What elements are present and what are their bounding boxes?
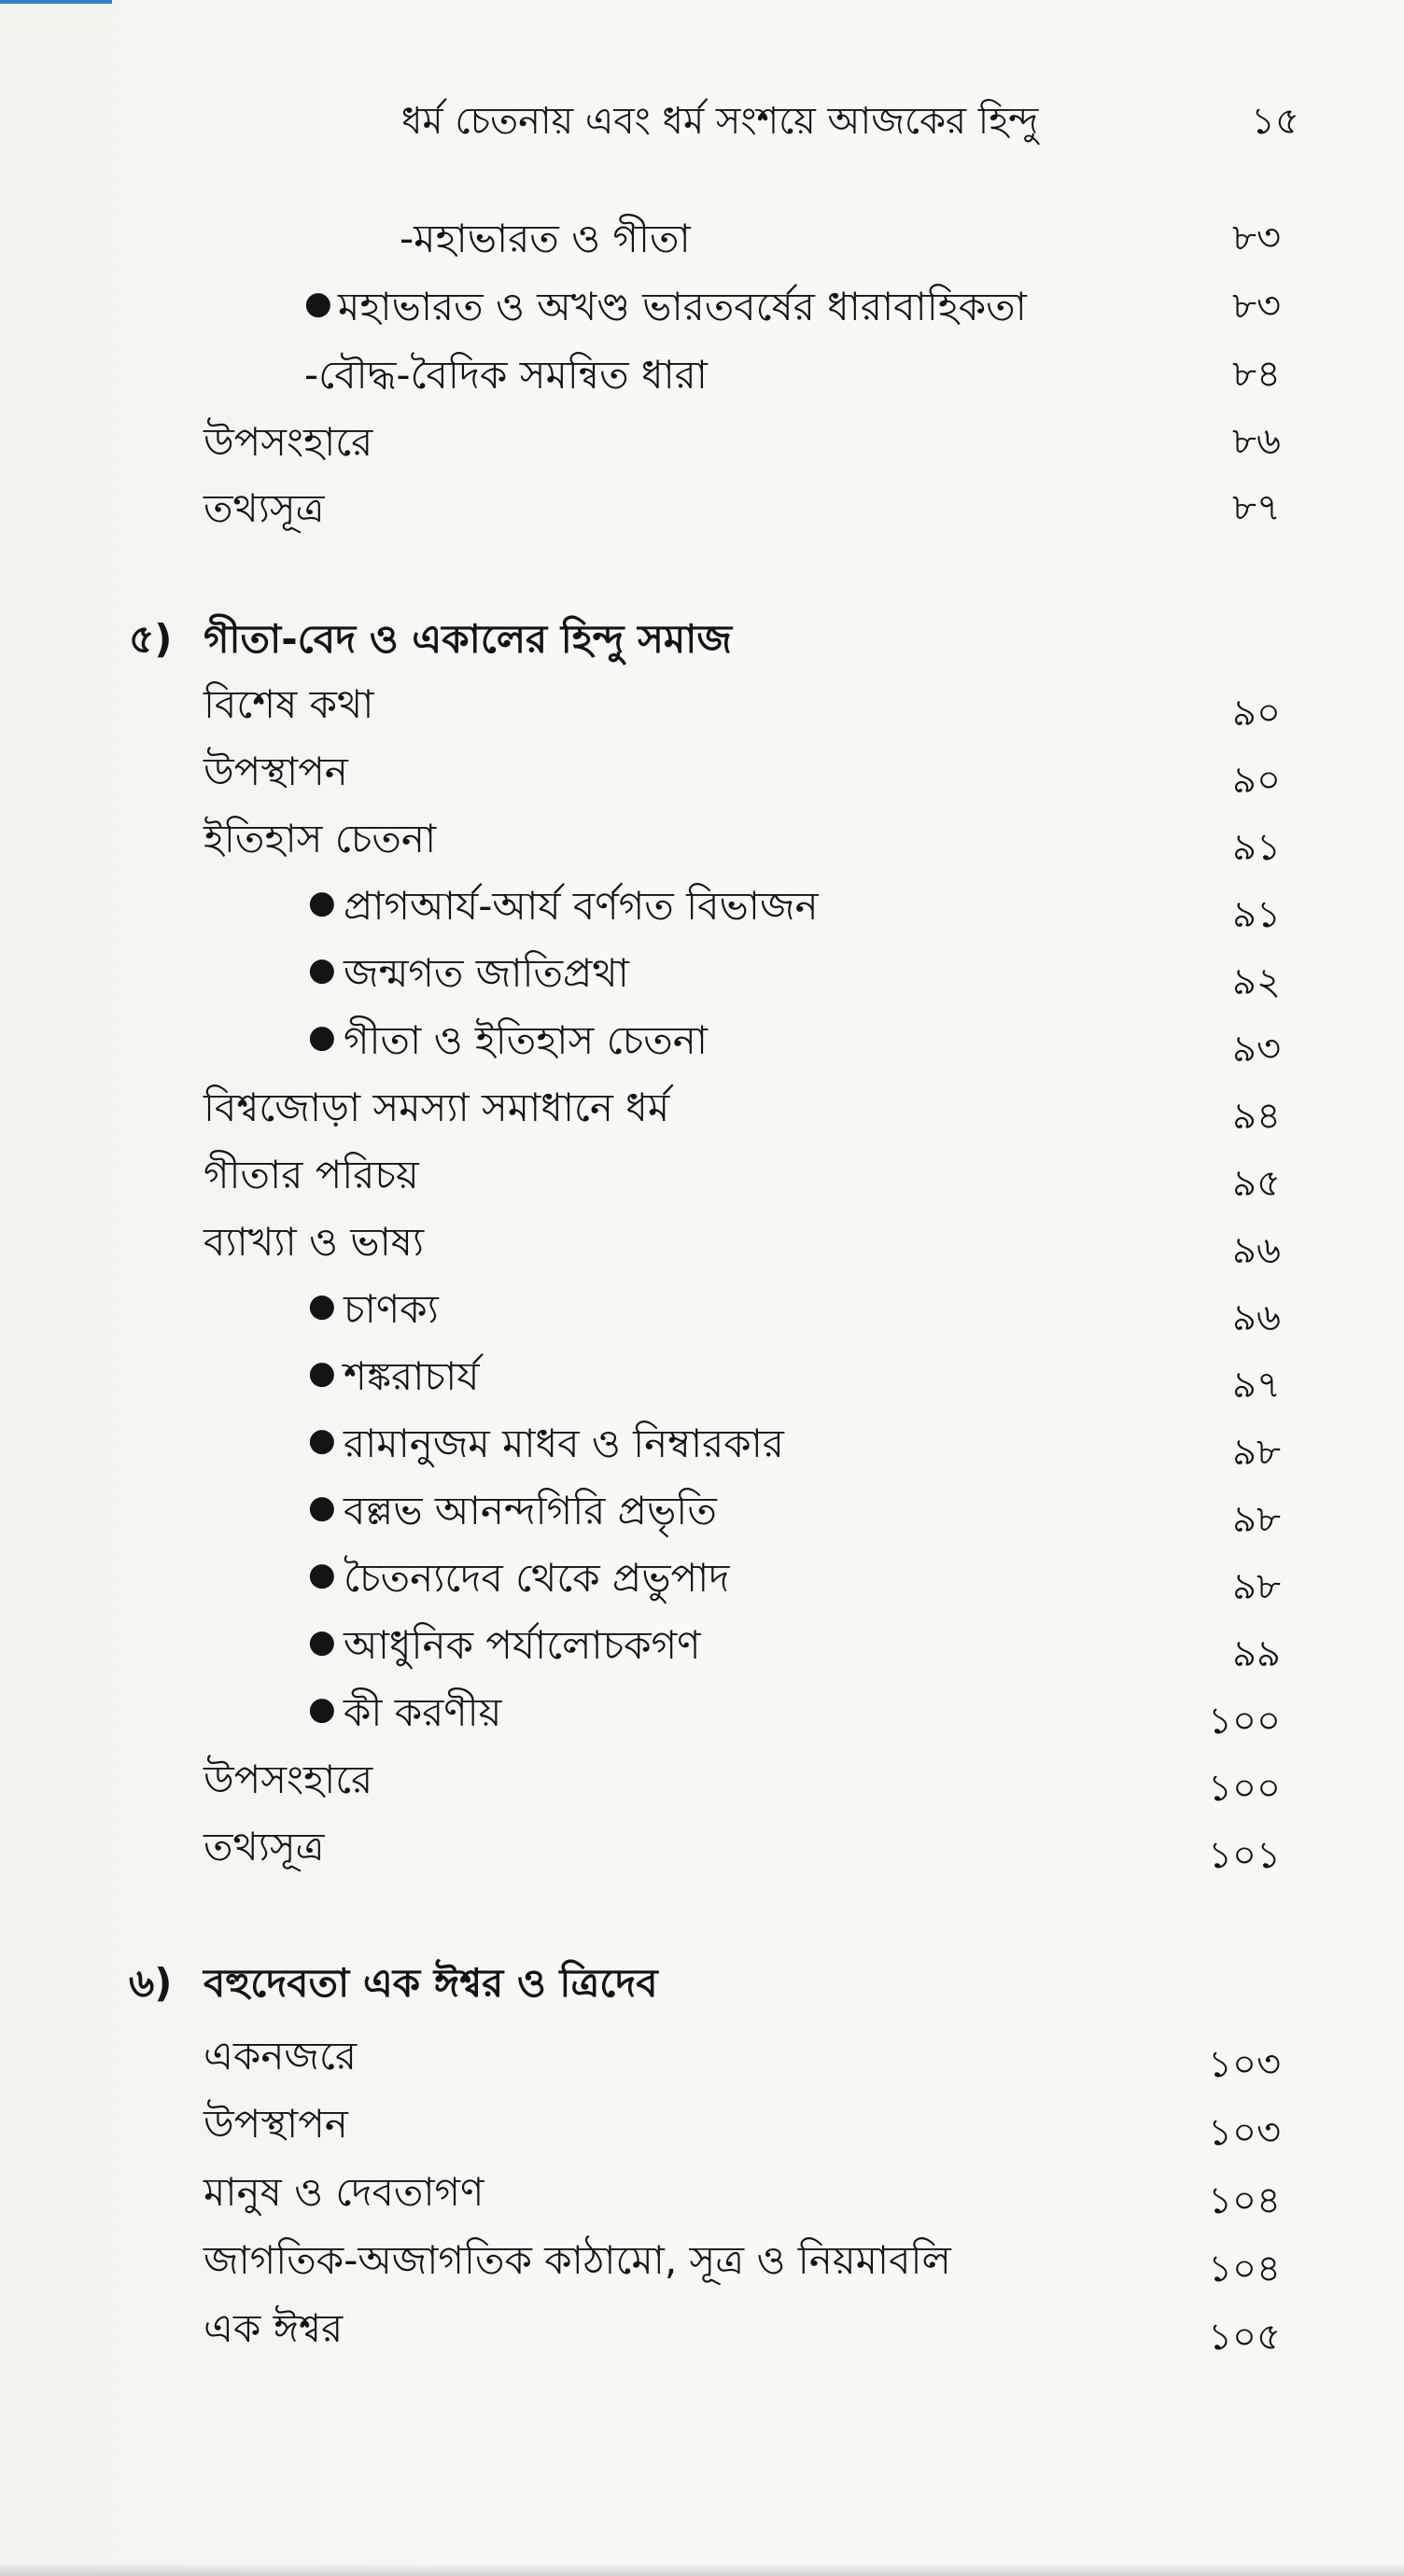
toc-entry — [0, 208, 1404, 264]
chapter-heading — [0, 609, 1404, 665]
toc-entry — [0, 1346, 1404, 1407]
bullet-icon: ● — [308, 1421, 336, 1459]
entry-title: একনজরে — [204, 2033, 357, 2079]
entry-page-number: ৯৮ — [1232, 1498, 1281, 1541]
toc-entry — [0, 1010, 1404, 1071]
entry-page-number: ১০৩ — [1208, 2111, 1281, 2154]
bullet-icon: ● — [308, 1018, 336, 1056]
entry-title: কী করণীয় — [344, 1689, 502, 1735]
bullet-icon: ● — [308, 1489, 336, 1526]
entry-title: চৈতন্যদেব থেকে প্রভুপাদ — [344, 1555, 730, 1601]
entry-title: প্রাগআর্য-আর্য বর্ণগত বিভাজন — [344, 883, 819, 929]
toc-entry — [0, 875, 1404, 936]
toc-entry — [0, 674, 1404, 735]
entry-page-number: ৯৬ — [1232, 1229, 1281, 1272]
entry-page-number: ৮৪ — [1232, 353, 1281, 396]
bullet-icon: ● — [308, 1623, 336, 1660]
entry-title: -মহাভারত ও গীতা — [400, 216, 691, 261]
entry-title: জন্মগত জাতিপ্রথা — [344, 950, 629, 996]
chapter-title: গীতা-বেদ ও একালের হিন্দু সমাজ — [204, 616, 732, 662]
entry-page-number: ৯৫ — [1232, 1162, 1281, 1205]
entry-page-number: ৯৭ — [1232, 1364, 1281, 1407]
entry-title: উপসংহারে — [204, 1757, 373, 1802]
page-edge-top — [0, 0, 112, 4]
entry-title: শঙ্করাচার্য — [344, 1353, 480, 1399]
toc-entry — [0, 412, 1404, 468]
toc-entry — [0, 276, 1404, 332]
entry-page-number: ৯৩ — [1232, 1028, 1281, 1071]
toc-entry — [0, 1816, 1404, 1877]
entry-page-number: ৯৪ — [1232, 1095, 1281, 1138]
entry-page-number: ১০০ — [1208, 1767, 1281, 1810]
toc-entry — [0, 1480, 1404, 1541]
chapter-number: ৫) — [129, 616, 173, 662]
entry-page-number: ৯৮ — [1232, 1431, 1281, 1474]
entry-page-number: ৯৮ — [1232, 1565, 1281, 1608]
toc-entry — [0, 1547, 1404, 1608]
bullet-icon: ● — [308, 1287, 336, 1324]
bullet-icon: ● — [304, 285, 332, 322]
entry-title: বিশ্বজোড়া সমস্যা সমাধানে ধর্ম — [204, 1085, 670, 1130]
bullet-icon: ● — [308, 884, 336, 921]
entry-title: ইতিহাস চেতনা — [204, 816, 437, 861]
entry-page-number: ১০৩ — [1208, 2043, 1281, 2086]
entry-page-number: ১০৪ — [1208, 2179, 1281, 2222]
entry-title: আধুনিক পর্যালোচকগণ — [344, 1622, 701, 1668]
toc-entry — [0, 2230, 1404, 2290]
entry-page-number: ৯০ — [1232, 692, 1281, 735]
toc-entry — [0, 1077, 1404, 1138]
entry-title: মহাভারত ও অখণ্ড ভারতবর্ষের ধারাবাহিকতা — [338, 284, 1027, 329]
bullet-icon: ● — [308, 1556, 336, 1593]
bullet-icon: ● — [308, 951, 336, 988]
toc-entry — [0, 1144, 1404, 1205]
entry-title: চাণক্য — [344, 1286, 439, 1332]
toc-entry — [0, 1749, 1404, 1810]
entry-page-number: ১০৪ — [1208, 2247, 1281, 2290]
chapter-heading — [0, 1953, 1404, 2009]
entry-page-number: ৮৬ — [1232, 420, 1281, 463]
entry-title: উপসংহারে — [204, 419, 373, 465]
toc-entry — [0, 943, 1404, 1003]
entry-page-number: ১০১ — [1208, 1834, 1281, 1877]
entry-title: তথ্যসূত্র — [204, 1824, 325, 1869]
entry-page-number: ৯১ — [1232, 893, 1281, 936]
toc-entry — [0, 1682, 1404, 1743]
toc-entry — [0, 741, 1404, 802]
toc-entry — [0, 808, 1404, 869]
bullet-icon: ● — [308, 1354, 336, 1392]
entry-page-number: ৯১ — [1232, 826, 1281, 869]
entry-page-number: ৯২ — [1232, 960, 1281, 1003]
entry-page-number: ৮৭ — [1232, 486, 1281, 529]
entry-title: মানুষ ও দেবতাগণ — [204, 2169, 484, 2215]
toc-entry — [0, 1211, 1404, 1272]
page-edge-bottom — [0, 2563, 1404, 2576]
toc-entry — [0, 1615, 1404, 1675]
entry-title: গীতা ও ইতিহাস চেতনা — [344, 1017, 709, 1063]
entry-title: গীতার পরিচয় — [204, 1152, 419, 1197]
entry-page-number: ১০৫ — [1208, 2316, 1281, 2359]
toc-entry — [0, 344, 1404, 400]
entry-page-number: ৮৩ — [1232, 217, 1281, 259]
entry-title: তথ্যসূত্র — [204, 485, 325, 531]
entry-title: উপস্থাপন — [204, 2101, 348, 2147]
entry-title: বল্লভ আনন্দগিরি প্রভৃতি — [344, 1488, 717, 1533]
entry-title: বিশেষ কথা — [204, 681, 374, 727]
entry-page-number: ৯৯ — [1232, 1632, 1281, 1675]
toc-entry — [0, 478, 1404, 534]
toc-entry — [0, 1279, 1404, 1339]
toc-entry — [0, 2162, 1404, 2222]
chapter-number: ৬) — [129, 1960, 173, 2006]
entry-title: রামানুজম মাধব ও নিম্বারকার — [344, 1421, 784, 1466]
toc-entry — [0, 2093, 1404, 2154]
toc-entry — [0, 2298, 1404, 2359]
running-title: ধর্ম চেতনায় এবং ধর্ম সংশয়ে আজকের হিন্দু — [401, 100, 1039, 143]
entry-page-number: ৮৩ — [1232, 285, 1281, 328]
entry-title: উপস্থাপন — [204, 749, 348, 794]
entry-title: জাগতিক-অজাগতিক কাঠামো, সূত্র ও নিয়মাবলি — [204, 2237, 951, 2283]
entry-title: ব্যাখ্যা ও ভাষ্য — [204, 1219, 425, 1265]
chapter-title: বহুদেবতা এক ঈশ্বর ও ত্রিদেব — [204, 1960, 658, 2006]
entry-title: এক ঈশ্বর — [204, 2305, 344, 2351]
toc-entry — [0, 2025, 1404, 2086]
entry-page-number: ৯০ — [1232, 759, 1281, 802]
entry-title: -বৌদ্ধ-বৈদিক সমন্বিত ধারা — [304, 352, 708, 398]
entry-page-number: ১০০ — [1208, 1700, 1281, 1743]
page-number: ১৫ — [1251, 100, 1299, 143]
bullet-icon: ● — [308, 1690, 336, 1728]
entry-page-number: ৯৬ — [1232, 1296, 1281, 1339]
toc-entry — [0, 1413, 1404, 1474]
